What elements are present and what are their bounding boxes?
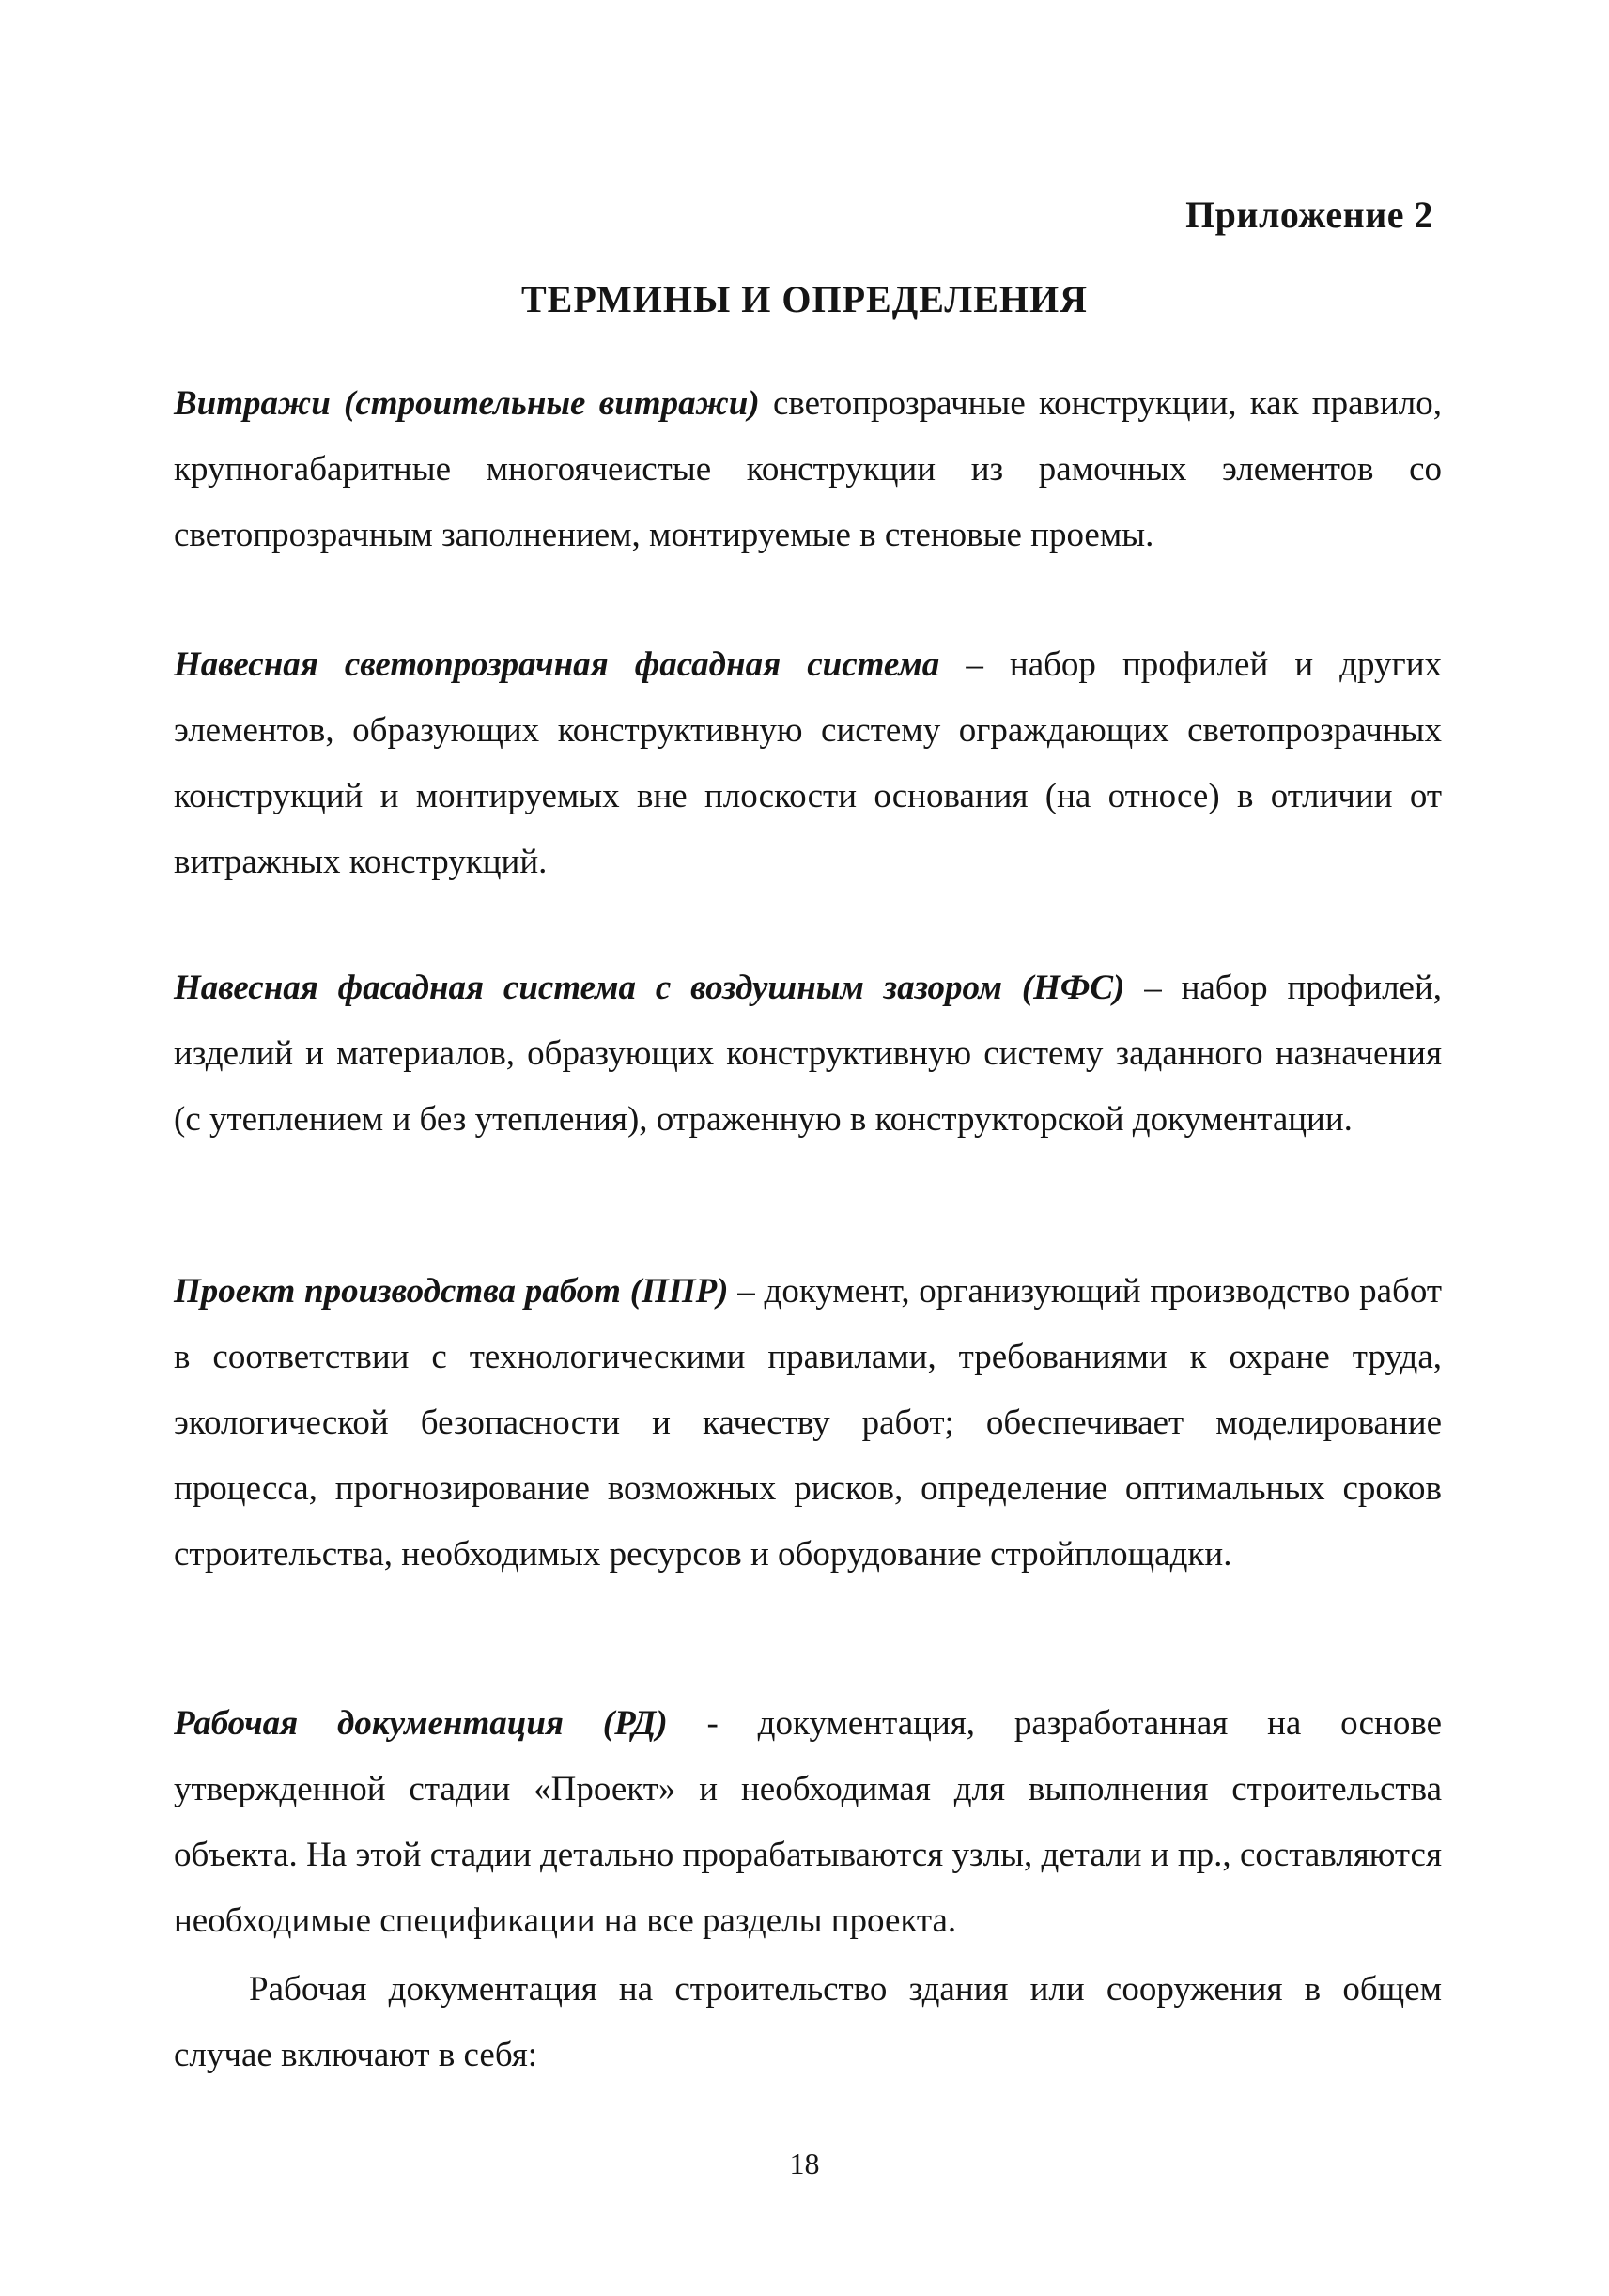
definition-term: Витражи (строительные витражи) <box>174 384 760 423</box>
page-number: 18 <box>789 2147 820 2180</box>
definition-text: – документ, организующий производство работ в соответствии с технологическими правилами, требованиями к охране труда, экологической безопасности и качеству работ; обеспечивает моделирование процесса, прогнозирование возможных рисков, определение оптимальных сроков строительства, необходимых ресурсов и оборудование стройплощадки. <box>174 1272 1442 1574</box>
definition-entry <box>174 1259 1442 1588</box>
definition-entry <box>174 371 1442 568</box>
definition-term: Проект производства работ (ППР) <box>174 1272 729 1311</box>
definition-term: Навесная светопрозрачная фасадная система <box>174 645 940 684</box>
closing-paragraph: Рабочая документация на строительство здания или сооружения в общем случае включают в себя: <box>174 1970 1442 2074</box>
definition-entry <box>174 632 1442 895</box>
definition-text: светопрозрачные конструкции, как правило, крупногабаритные многоячеистые конструкции из рамочных элементов со светопрозрачным заполнением, монтируемые в стеновые проемы. <box>174 384 1443 554</box>
appendix-label: Приложение 2 <box>1185 194 1433 236</box>
definition-text: - документация, разработанная на основе утвержденной стадии «Проект» и необходимая для выполнения строительства объекта. На этой стадии детально прорабатываются узлы, детали и пр., составляются необходимые спецификации на все разделы проекта. <box>174 1704 1442 1940</box>
definition-text: – набор профилей и других элементов, образующих конструктивную систему ограждающих светопрозрачных конструкций и монтируемых вне плоскости основания (на относе) в отличии от витражных конструкций. <box>174 645 1442 881</box>
page-title: ТЕРМИНЫ И ОПРЕДЕЛЕНИЯ <box>520 278 1088 320</box>
definition-term: Навесная фасадная система с воздушным зазором (НФС) <box>174 969 1125 1007</box>
definition-text: – набор профилей, изделий и материалов, образующих конструктивную систему заданного назначения (с утеплением и без утепления), отраженную в конструкторской документации. <box>174 969 1443 1139</box>
definition-entry <box>174 955 1442 1153</box>
definition-entry <box>174 1691 1442 1954</box>
definition-term: Рабочая документация (РД) <box>174 1704 668 1743</box>
